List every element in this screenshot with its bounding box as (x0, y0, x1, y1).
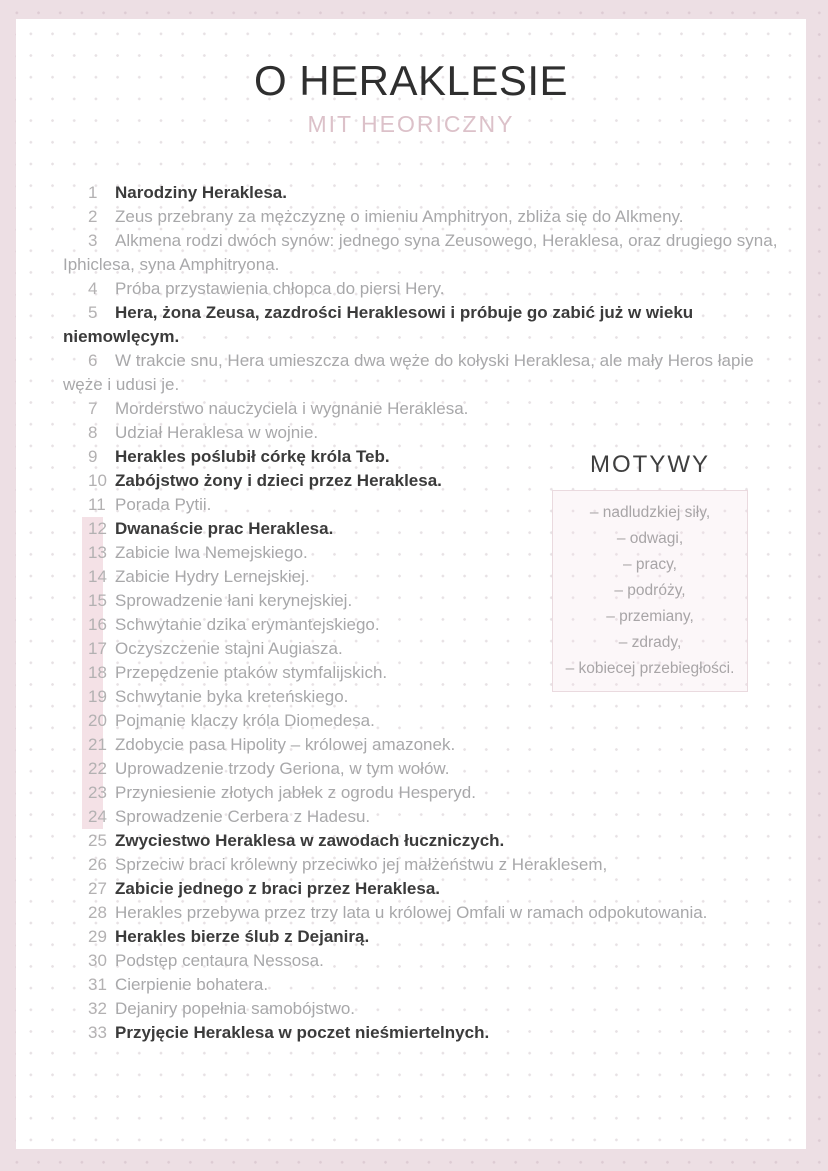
list-item (63, 853, 785, 877)
list-item (63, 973, 785, 997)
item-number: 11 (88, 495, 106, 514)
item-text: Cierpienie bohatera. (115, 975, 269, 994)
item-text: Przyjęcie Heraklesa w poczet nieśmiertelnych. (115, 1023, 490, 1042)
item-text: Przepędzenie ptaków stymfalijskich. (115, 663, 388, 682)
motifs-panel (534, 452, 766, 692)
item-number: 28 (88, 903, 107, 922)
item-text: Zeus przebrany za mężczyznę o imieniu Amphitryon, zbliża się do Alkmeny. (115, 207, 684, 226)
item-text: Próba przystawienia chłopca do piersi Hery. (115, 279, 445, 298)
list-item (63, 733, 785, 757)
list-item (63, 925, 785, 949)
list-item (63, 349, 785, 397)
list-item (63, 709, 785, 733)
item-text: Narodziny Heraklesa. (115, 183, 287, 202)
item-text: Uprowadzenie trzody Geriona, w tym wołów. (115, 759, 450, 778)
list-item (63, 781, 785, 805)
list-item (63, 421, 785, 445)
list-item (63, 757, 785, 781)
item-number: 31 (88, 975, 107, 994)
item-number: 20 (88, 711, 107, 730)
motifs-box (552, 490, 748, 692)
item-text: Schwytanie byka kreteńskiego. (115, 687, 349, 706)
list-item (63, 181, 785, 205)
item-number: 12 (88, 519, 107, 538)
item-text: Alkmena rodzi dwóch synów: jednego syna Zeusowego, Heraklesa, oraz drugiego syna, Iphiclesa, syna Amphitryona. (63, 231, 778, 274)
item-number: 9 (88, 447, 98, 466)
item-number: 27 (88, 879, 107, 898)
notebook-page (16, 19, 806, 1149)
item-number: 30 (88, 951, 107, 970)
motif-item: – zdrady, (618, 634, 682, 651)
item-number: 29 (88, 927, 107, 946)
item-text: Sprowadzenie Cerbera z Hadesu. (115, 807, 371, 826)
list-item (63, 277, 785, 301)
item-text: Morderstwo nauczyciela i wygnanie Heraklesa. (115, 399, 469, 418)
item-number: 24 (88, 807, 107, 826)
item-number: 4 (88, 279, 98, 298)
item-number: 2 (88, 207, 98, 226)
list-item (63, 877, 785, 901)
motif-item: – kobiecej przebiegłości. (565, 660, 735, 677)
list-item (63, 829, 785, 853)
item-number: 25 (88, 831, 107, 850)
item-text: W trakcie snu, Hera umieszcza dwa węże do kołyski Heraklesa, ale mały Heros łapie węże i udusi je. (63, 351, 754, 394)
item-number: 8 (88, 423, 98, 442)
item-number: 1 (88, 183, 98, 202)
page-subtitle: MIT HEORICZNY (307, 111, 515, 137)
item-text: Herakles bierze ślub z Dejanirą. (115, 927, 370, 946)
item-number: 14 (88, 567, 107, 586)
item-text: Schwytanie dzika erymantejskiego. (115, 615, 380, 634)
item-text: Dwanaście prac Heraklesa. (115, 519, 334, 538)
item-number: 13 (88, 543, 107, 562)
item-number: 26 (88, 855, 107, 874)
item-text: Przyniesienie złotych jabłek z ogrodu Hesperyd. (115, 783, 476, 802)
item-text: Oczyszczenie stajni Augiasza. (115, 639, 343, 658)
item-number: 18 (88, 663, 107, 682)
item-text: Zabicie Hydry Lernejskiej. (115, 567, 310, 586)
item-number: 15 (88, 591, 107, 610)
item-number: 16 (88, 615, 107, 634)
item-number: 17 (88, 639, 107, 658)
item-text: Zabicie jednego z braci przez Heraklesa. (115, 879, 441, 898)
item-number: 7 (88, 399, 98, 418)
item-number: 6 (88, 351, 98, 370)
list-item (63, 205, 785, 229)
list-item (63, 229, 785, 277)
list-item (63, 949, 785, 973)
item-text: Sprzeciw braci królewny przeciwko jej małżeństwu z Heraklesem, (115, 855, 608, 874)
item-number: 33 (88, 1023, 107, 1042)
list-item (63, 301, 785, 349)
item-text: Zabójstwo żony i dzieci przez Heraklesa. (115, 471, 442, 490)
list-item (63, 805, 785, 829)
list-item (63, 1021, 785, 1045)
item-text: Herakles przebywa przez trzy lata u królowej Omfali w ramach odpokutowania. (115, 903, 708, 922)
list-item (63, 397, 785, 421)
motifs-heading: MOTYWY (590, 451, 710, 478)
item-number: 3 (88, 231, 98, 250)
item-text: Herakles poślubił córkę króla Teb. (115, 447, 390, 466)
item-number: 21 (88, 735, 107, 754)
item-number: 32 (88, 999, 107, 1018)
item-number: 5 (88, 303, 98, 322)
item-number: 10 (88, 471, 107, 490)
item-text: Sprowadzenie łani kerynejskiej. (115, 591, 353, 610)
list-item (63, 901, 785, 925)
motif-item: – pracy, (623, 556, 677, 573)
list-item (63, 997, 785, 1021)
motif-item: – odwagi, (616, 530, 684, 547)
item-number: 23 (88, 783, 107, 802)
motif-item: – podróży, (614, 582, 686, 599)
item-text: Hera, żona Zeusa, zazdrości Heraklesowi i próbuje go zabić już w wieku niemowlęcym. (63, 303, 694, 346)
item-text: Zwyciestwo Heraklesa w zawodach łuczniczych. (115, 831, 505, 850)
motif-item: – nadludzkiej siły, (589, 504, 711, 521)
page-title: O HERAKLESIE (253, 57, 569, 104)
item-text: Zabicie lwa Nemejskiego. (115, 543, 308, 562)
item-text: Dejaniry popełnia samobójstwo. (115, 999, 356, 1018)
motif-item: – przemiany, (606, 608, 694, 625)
item-number: 19 (88, 687, 107, 706)
item-text: Porada Pytii. (115, 495, 212, 514)
item-text: Zdobycie pasa Hipolity – królowej amazonek. (115, 735, 456, 754)
item-text: Podstęp centaura Nessosa. (115, 951, 324, 970)
item-text: Pojmanie klaczy króla Diomedesa. (115, 711, 375, 730)
item-text: Udział Heraklesa w wojnie. (115, 423, 319, 442)
item-number: 22 (88, 759, 107, 778)
